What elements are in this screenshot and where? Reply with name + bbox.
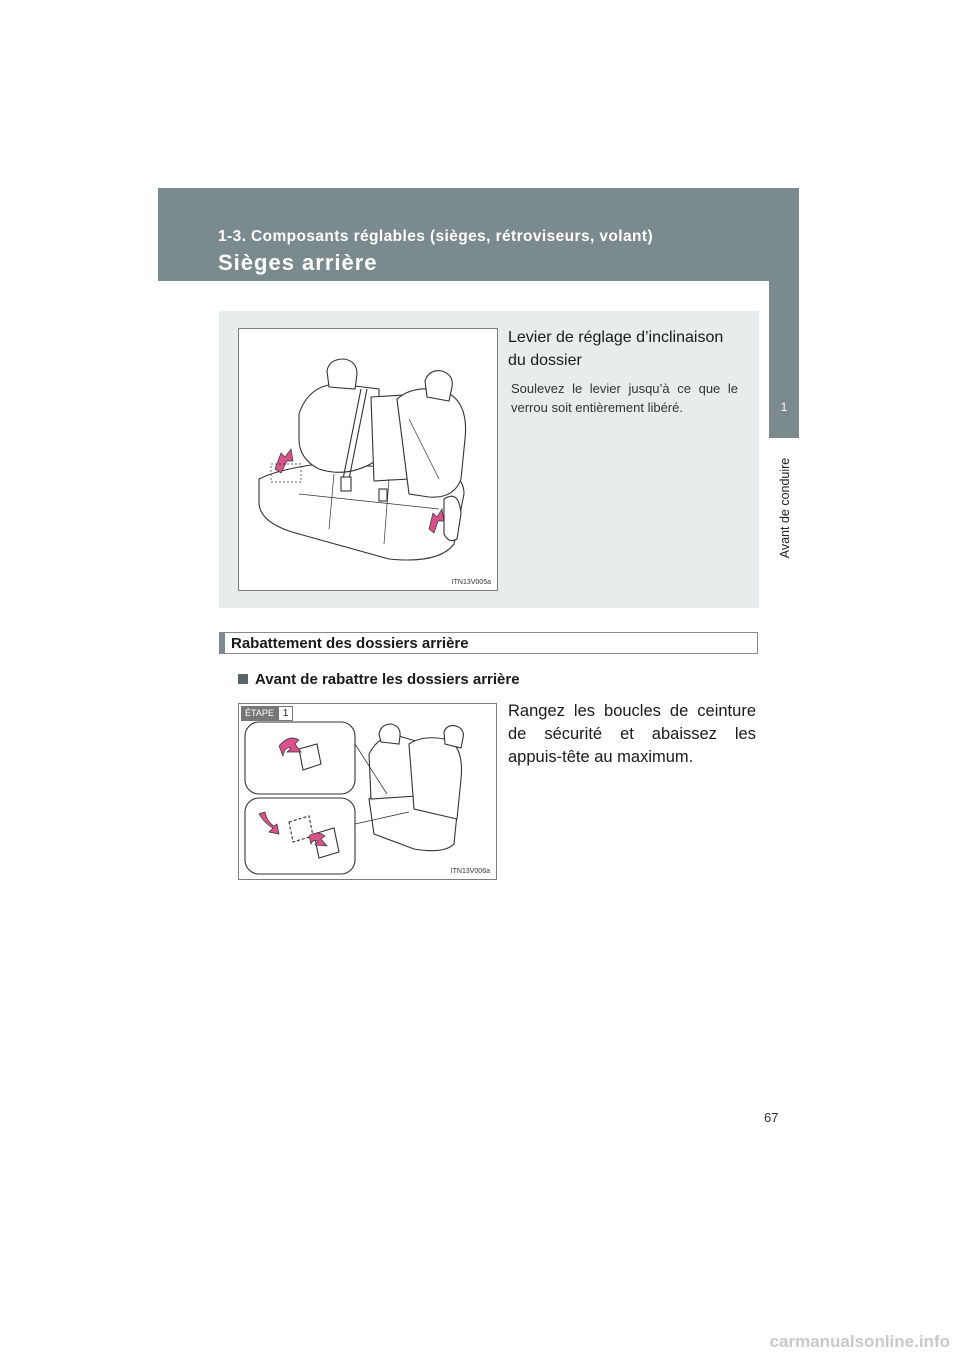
folding-subheading-text: Avant de rabattre les dossiers arrière — [255, 671, 520, 688]
folding-heading-bar — [219, 632, 758, 654]
step1-illustration — [238, 703, 497, 880]
lever-note: Soulevez le levier jusqu’à ce que le verrou soit entièrement libéré. — [511, 381, 738, 415]
page-number: 67 — [764, 1110, 779, 1125]
rear-seat-drawing — [239, 329, 497, 590]
square-bullet-icon — [238, 674, 248, 684]
step-badge — [241, 706, 293, 721]
step-label: ÉTAPE — [241, 706, 278, 721]
chapter-side-tab — [769, 281, 799, 438]
folding-subheading — [238, 671, 520, 688]
step1-text: Rangez les boucles de ceinture de sécurité et abaissez les appuis-tête au maximum. — [508, 702, 756, 766]
figure-code: ITN13V005a — [451, 579, 491, 586]
chapter-side-label — [777, 443, 793, 573]
step1-drawing — [239, 704, 496, 879]
chapter-side-label-text: Avant de conduire — [778, 457, 792, 559]
section-title: 1-3. Composants réglables (sièges, rétroviseurs, volant) — [218, 228, 654, 245]
lever-heading: Levier de réglage d’inclinaison du dossier — [508, 329, 724, 369]
watermark: carmanualsonline.info — [769, 1332, 950, 1351]
rear-seat-illustration — [238, 328, 498, 591]
folding-heading: Rabattement des dossiers arrière — [231, 635, 469, 652]
page-title: Sièges arrière — [218, 250, 378, 275]
chapter-header — [158, 188, 799, 281]
step-number: 1 — [278, 706, 294, 721]
chapter-number: 1 — [780, 400, 788, 414]
figure-code: ITN13V006a — [450, 868, 490, 875]
